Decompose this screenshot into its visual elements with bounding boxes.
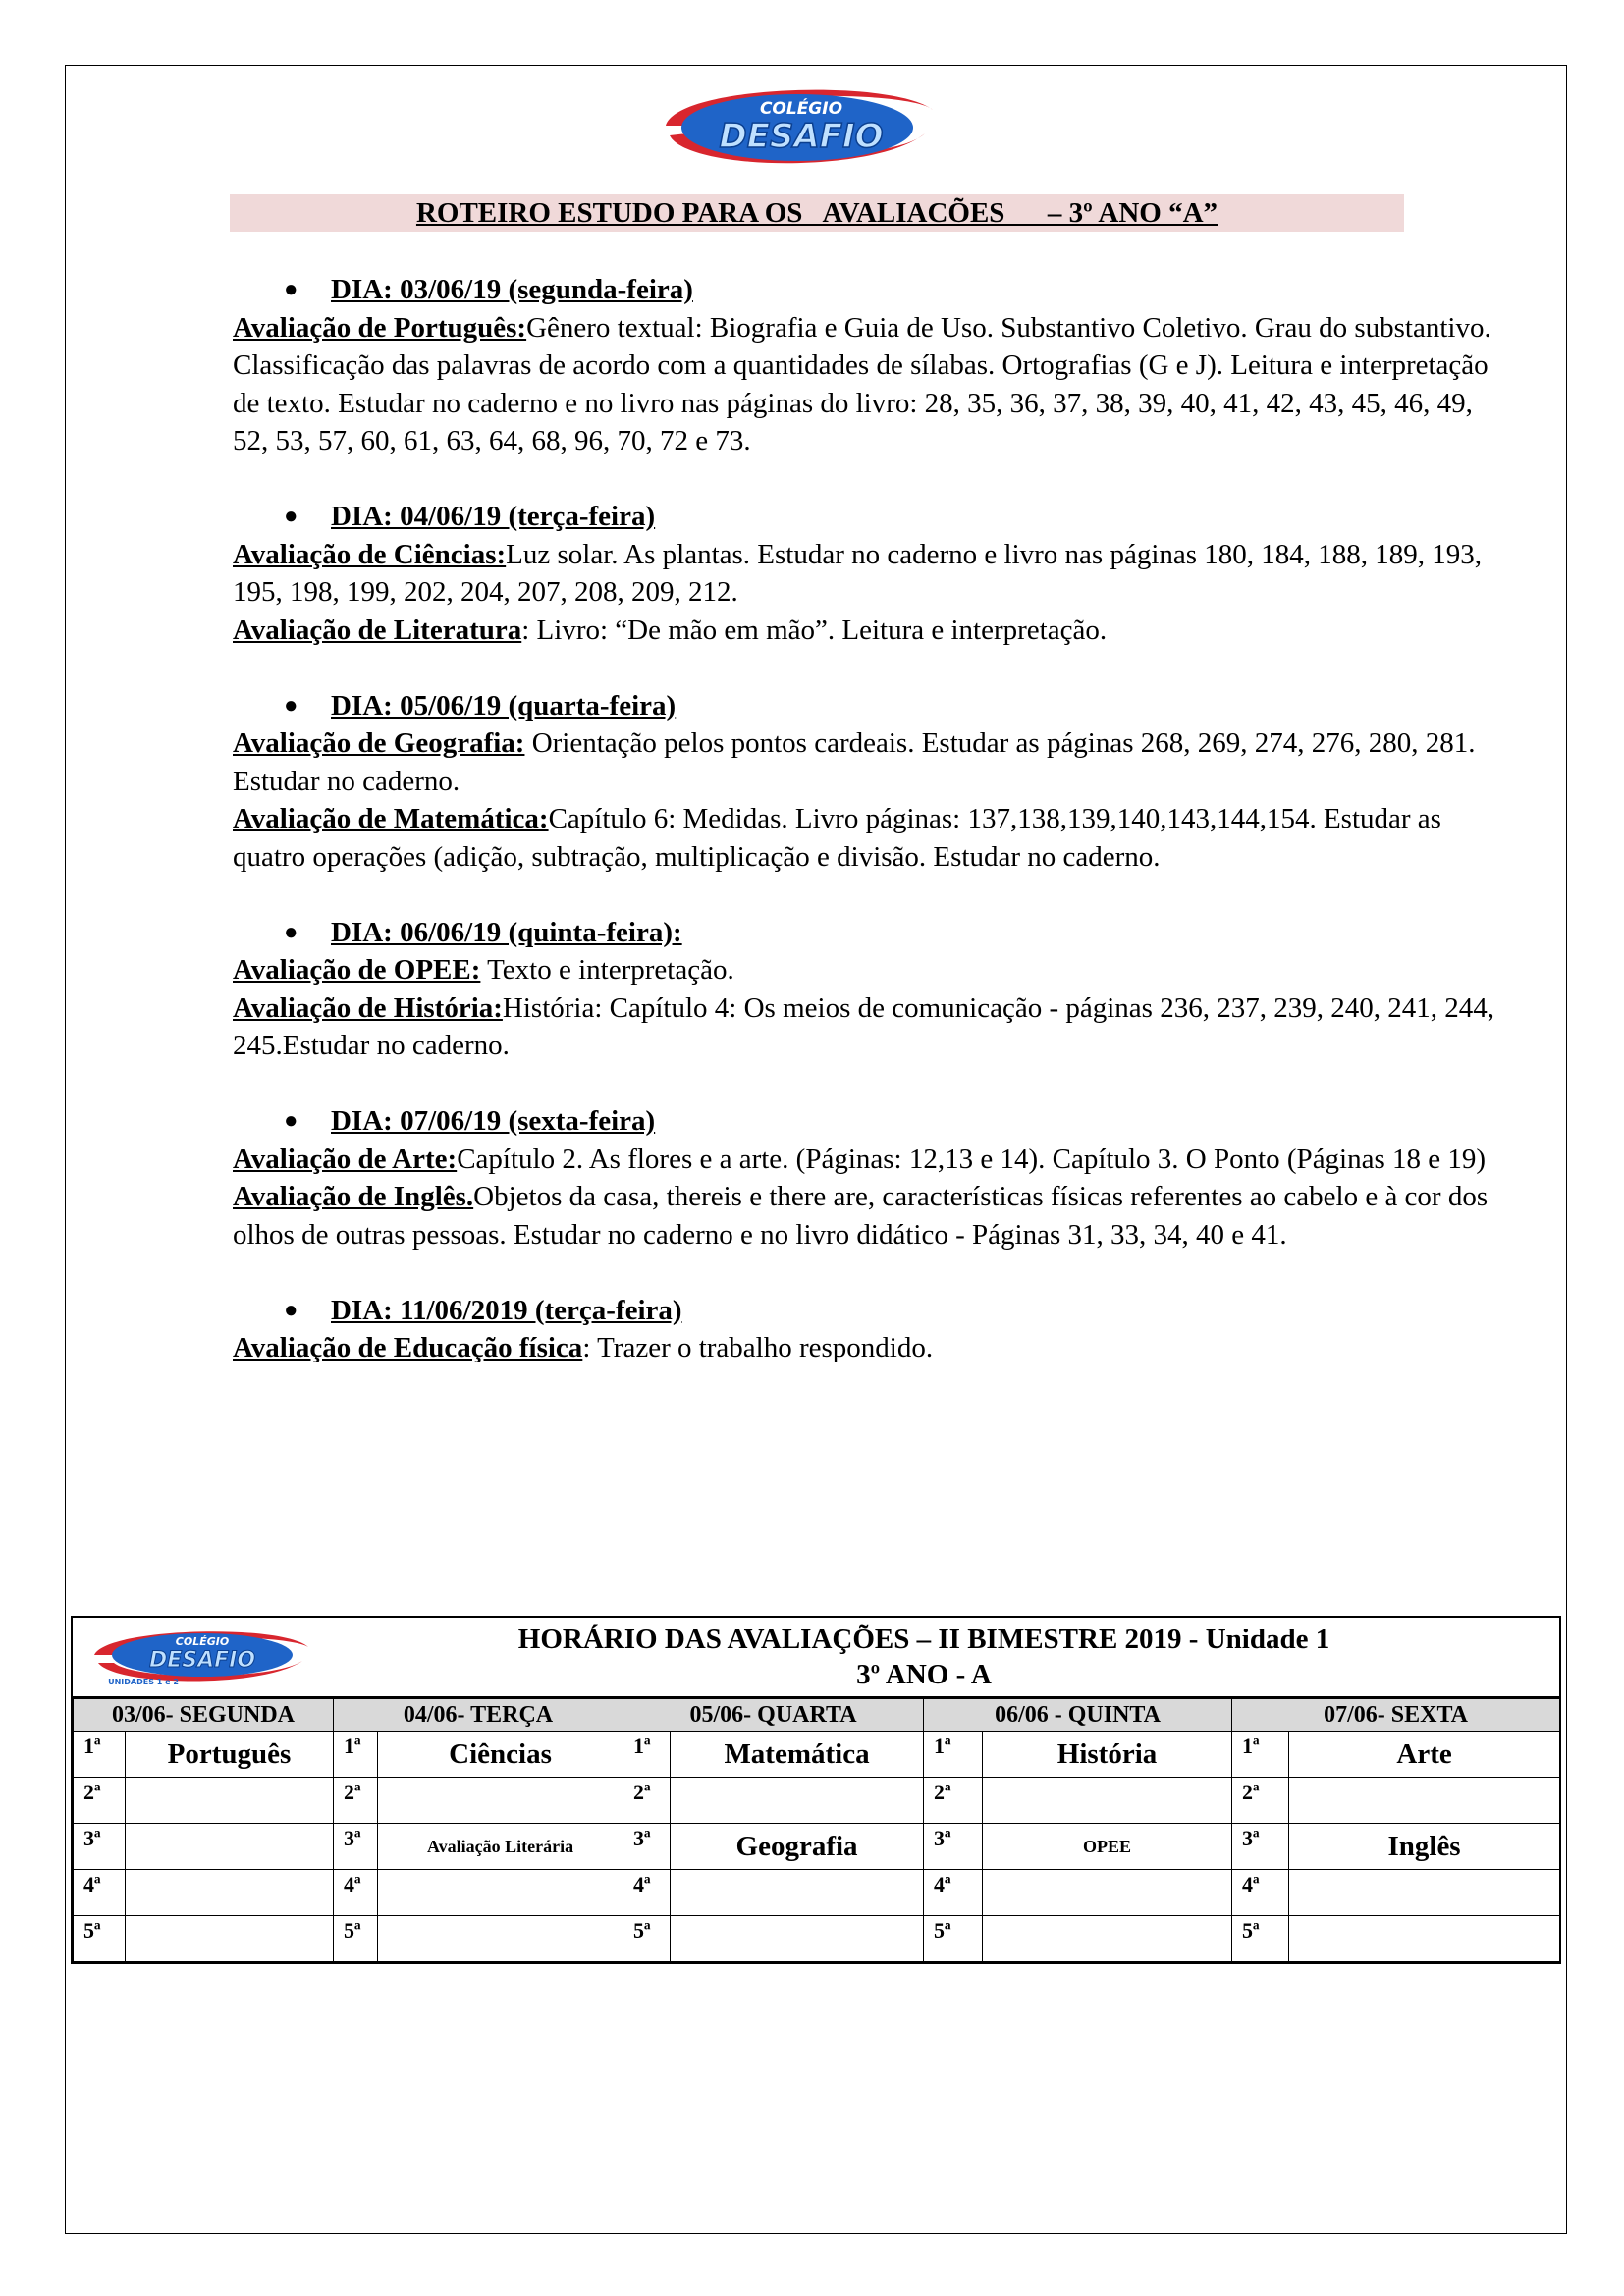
bullet-icon: ● xyxy=(284,1297,298,1323)
slot-number: 1ª xyxy=(74,1732,126,1778)
subject-text: Luz solar. As plantas. Estudar no caderno e livro nas páginas 180, 184, 188, 189, 193, 195, 198, 199, 202, 204, 207, 208, 209, 212. xyxy=(233,538,1483,608)
slot-subject: História xyxy=(983,1732,1232,1778)
schedule-title-line2: 3º ANO - A xyxy=(856,1659,992,1690)
slot-number: 1ª xyxy=(623,1732,671,1778)
subject-text: Objetos da casa, thereis e there are, características físicas referentes ao cabelo e à cor dos olhos de outras pessoas. Estudar no caderno e no livro didático - Páginas 31, 33, 34, 40 e 41. xyxy=(233,1181,1489,1251)
subject-text: Capítulo 2. As flores e a arte. (Páginas: 12,13 e 14). Capítulo 3. O Ponto (Páginas 18 e 19) xyxy=(457,1143,1487,1175)
day-block xyxy=(233,687,1509,877)
subject-text: : Trazer o trabalho respondido. xyxy=(582,1332,934,1363)
assessment-item xyxy=(233,309,1509,460)
slot-number: 5ª xyxy=(623,1916,671,1962)
slot-number: 3ª xyxy=(334,1824,378,1870)
assessment-item xyxy=(233,1141,1509,1179)
day-block xyxy=(233,271,1509,460)
subject-label: Avaliação de Geografia: xyxy=(233,727,525,759)
slot-subject xyxy=(671,1870,924,1916)
slot-number: 1ª xyxy=(334,1732,378,1778)
slot-subject: Avaliação Literária xyxy=(378,1824,623,1870)
slot-number: 2ª xyxy=(924,1778,983,1824)
schedule-grid xyxy=(73,1698,1560,1962)
subject-text: Capítulo 6: Medidas. Livro páginas: 137,138,139,140,143,144,154. Estudar as quatro operações (adição, subtração, multiplicação e divisão. Estudar no caderno. xyxy=(233,803,1441,873)
subject-text: : Livro: “De mão em mão”. Leitura e interpretação. xyxy=(521,614,1108,646)
subject-label: Avaliação de Português: xyxy=(233,311,527,344)
slot-subject xyxy=(1289,1916,1560,1962)
bullet-icon: ● xyxy=(284,692,298,719)
slot-number: 1ª xyxy=(924,1732,983,1778)
day-heading: DIA: 03/06/19 (segunda-feira) xyxy=(331,274,693,305)
day-header: 03/06- SEGUNDA xyxy=(74,1699,334,1732)
schedule-row xyxy=(74,1824,1560,1870)
day-block xyxy=(233,1292,1509,1367)
day-block xyxy=(233,498,1509,649)
day-header-row xyxy=(74,1699,1560,1732)
bullet-icon: ● xyxy=(284,504,298,529)
small-logo-line1: COLÉGIO xyxy=(175,1635,230,1648)
slot-subject: Geografia xyxy=(671,1824,924,1870)
exam-schedule xyxy=(71,1616,1561,1964)
assessment-item xyxy=(233,1178,1509,1254)
assessment-item xyxy=(233,612,1509,650)
slot-number: 2ª xyxy=(623,1778,671,1824)
assessment-item xyxy=(233,800,1509,876)
slot-number: 1ª xyxy=(1232,1732,1289,1778)
subject-label: Avaliação de Ciências: xyxy=(233,538,507,570)
subject-label: Avaliação de Literatura xyxy=(233,614,522,646)
slot-number: 3ª xyxy=(623,1824,671,1870)
schedule-title xyxy=(318,1622,1530,1692)
day-block xyxy=(233,1102,1509,1254)
day-heading: DIA: 05/06/19 (quarta-feira) xyxy=(331,689,677,721)
logo-line1: COLÉGIO xyxy=(759,99,843,119)
colegio-desafio-small-logo xyxy=(86,1626,312,1688)
slot-number: 5ª xyxy=(924,1916,983,1962)
document-title: ROTEIRO ESTUDO PARA OS AVALIACÕES – 3º ANO “A” xyxy=(230,194,1404,232)
day-header: 05/06- QUARTA xyxy=(623,1699,924,1732)
slot-number: 4ª xyxy=(334,1870,378,1916)
slot-number: 2ª xyxy=(1232,1778,1289,1824)
day-header: 04/06- TERÇA xyxy=(334,1699,623,1732)
slot-subject: Arte xyxy=(1289,1732,1560,1778)
assessment-item xyxy=(233,536,1509,612)
schedule-header xyxy=(73,1618,1559,1698)
subject-label: Avaliação de Educação física xyxy=(233,1332,583,1363)
slot-number: 5ª xyxy=(334,1916,378,1962)
day-header: 06/06 - QUINTA xyxy=(924,1699,1232,1732)
schedule-row xyxy=(74,1916,1560,1962)
slot-subject: Português xyxy=(126,1732,334,1778)
day-heading: DIA: 04/06/19 (terça-feira) xyxy=(331,501,656,532)
day-heading: DIA: 11/06/2019 (terça-feira) xyxy=(331,1294,682,1326)
slot-number: 4ª xyxy=(1232,1870,1289,1916)
day-block xyxy=(233,914,1509,1065)
slot-number: 4ª xyxy=(924,1870,983,1916)
slot-subject xyxy=(983,1778,1232,1824)
slot-subject xyxy=(671,1916,924,1962)
day-heading: DIA: 06/06/19 (quinta-feira): xyxy=(331,916,682,948)
subject-label: Avaliação de Matemática: xyxy=(233,803,549,834)
slot-subject: Inglês xyxy=(1289,1824,1560,1870)
colegio-desafio-logo xyxy=(648,80,943,171)
slot-subject xyxy=(671,1778,924,1824)
slot-number: 2ª xyxy=(334,1778,378,1824)
subject-label: Avaliação de OPEE: xyxy=(233,954,481,986)
assessment-item xyxy=(233,951,1509,989)
schedule-row xyxy=(74,1778,1560,1824)
subject-text: Gênero textual: Biografia e Guia de Uso. Substantivo Coletivo. Grau do substantivo. Classificação das palavras de acordo com a quantidades de sílabas. Ortografias (G e J). Leitura e interpretação de texto. Estudar no caderno e no livro nas páginas do livro: 28, 35, 36, 37, 38, 39, 40, 41, 42, 43, 45, 46, 49, 52, 53, 57, 60, 61, 63, 64, 68, 96, 70, 72 e 73. xyxy=(233,311,1491,456)
slot-number: 4ª xyxy=(623,1870,671,1916)
slot-subject xyxy=(1289,1778,1560,1824)
study-guide xyxy=(233,271,1509,1405)
schedule-row xyxy=(74,1870,1560,1916)
slot-subject xyxy=(378,1778,623,1824)
slot-number: 3ª xyxy=(74,1824,126,1870)
schedule-row xyxy=(74,1732,1560,1778)
assessment-item xyxy=(233,1329,1509,1367)
slot-number: 5ª xyxy=(74,1916,126,1962)
subject-label: Avaliação de História: xyxy=(233,991,503,1024)
schedule-title-line1: HORÁRIO DAS AVALIAÇÕES – II BIMESTRE 2019 - Unidade 1 xyxy=(517,1624,1330,1655)
slot-number: 5ª xyxy=(1232,1916,1289,1962)
slot-subject xyxy=(983,1916,1232,1962)
slot-subject xyxy=(126,1778,334,1824)
bullet-icon: ● xyxy=(284,919,298,945)
small-logo-line2: DESAFIO xyxy=(148,1648,256,1673)
small-logo-line3: UNIDADES 1 e 2 xyxy=(108,1678,179,1686)
slot-number: 3ª xyxy=(924,1824,983,1870)
bullet-icon: ● xyxy=(284,1108,298,1134)
slot-subject: Ciências xyxy=(378,1732,623,1778)
slot-subject xyxy=(983,1870,1232,1916)
slot-subject xyxy=(126,1916,334,1962)
day-heading: DIA: 07/06/19 (sexta-feira) xyxy=(331,1105,656,1137)
assessment-item xyxy=(233,989,1509,1065)
logo-line2: DESAFIO xyxy=(719,117,884,156)
bullet-icon: ● xyxy=(284,277,298,302)
slot-subject: OPEE xyxy=(983,1824,1232,1870)
slot-number: 2ª xyxy=(74,1778,126,1824)
slot-subject xyxy=(126,1870,334,1916)
subject-label: Avaliação de Inglês. xyxy=(233,1181,474,1212)
slot-subject xyxy=(126,1824,334,1870)
assessment-item xyxy=(233,724,1509,800)
slot-number: 3ª xyxy=(1232,1824,1289,1870)
subject-label: Avaliação de Arte: xyxy=(233,1143,458,1175)
subject-text: História: Capítulo 4: Os meios de comunicação - páginas 236, 237, 239, 240, 241, 244, 245.Estudar no caderno. xyxy=(233,991,1494,1061)
slot-number: 4ª xyxy=(74,1870,126,1916)
slot-subject xyxy=(378,1870,623,1916)
subject-text: Texto e interpretação. xyxy=(480,954,734,986)
slot-subject xyxy=(378,1916,623,1962)
slot-subject: Matemática xyxy=(671,1732,924,1778)
day-header: 07/06- SEXTA xyxy=(1232,1699,1560,1732)
slot-subject xyxy=(1289,1870,1560,1916)
subject-text: Orientação pelos pontos cardeais. Estudar as páginas 268, 269, 274, 276, 280, 281. Estudar no caderno. xyxy=(233,727,1476,797)
